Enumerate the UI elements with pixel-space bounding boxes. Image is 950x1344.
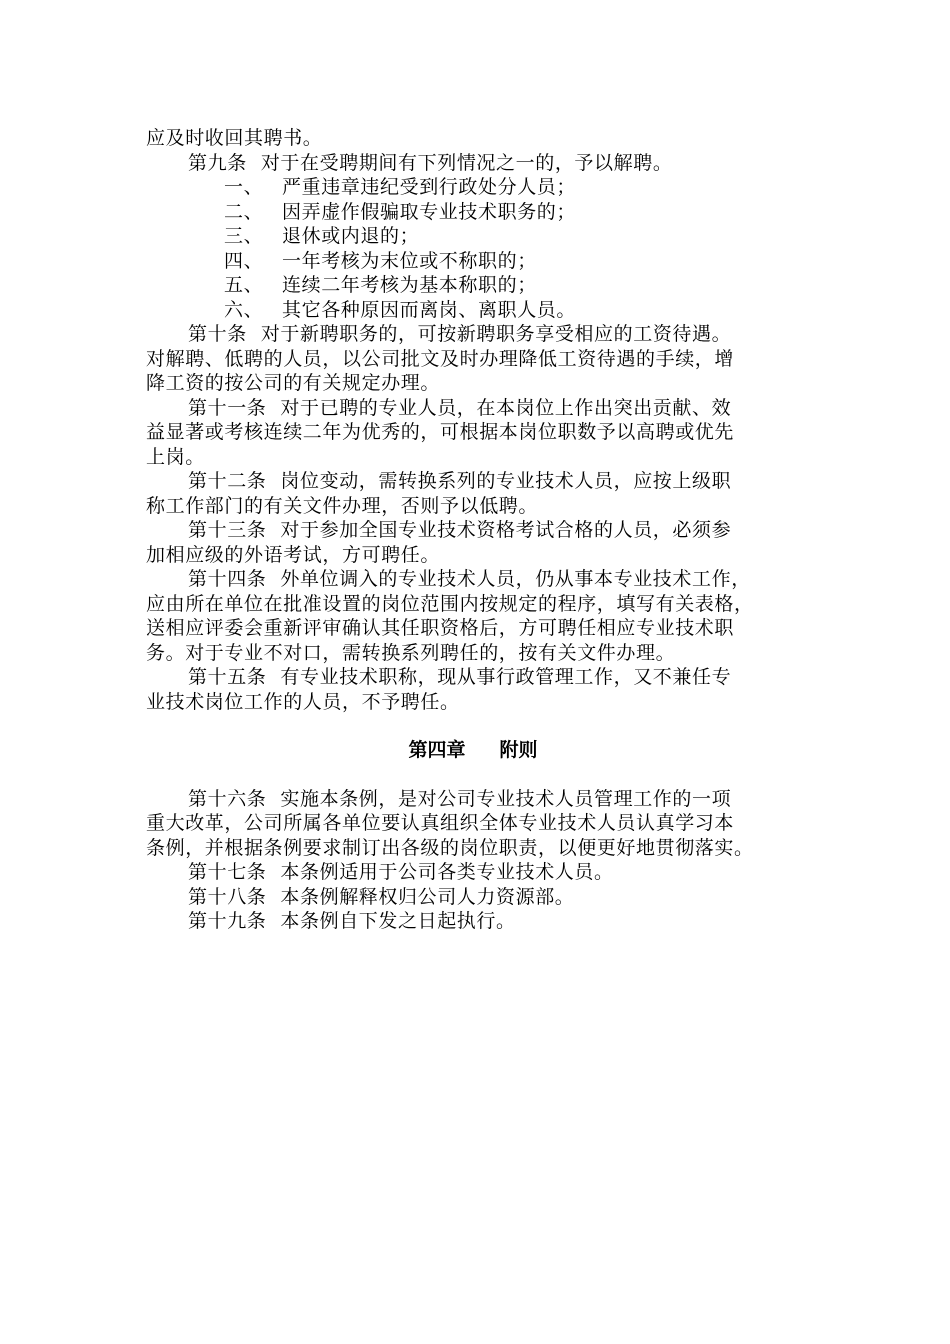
article-11-label: 第十一条: [188, 396, 267, 419]
list-item-number: 六、: [224, 298, 264, 321]
article-11-line: 对于已聘的专业人员，在本岗位上作出突出贡献、效: [280, 396, 732, 419]
article-14-line: 应由所在单位在批准设置的岗位范围内按规定的程序，填写有关表格，: [146, 592, 754, 615]
article-16: [146, 787, 808, 812]
article-9-text: 对于在受聘期间有下列情况之一的，予以解聘。: [260, 151, 673, 174]
list-item-number: 四、: [224, 249, 264, 272]
article-19-text: 本条例自下发之日起执行。: [280, 910, 516, 932]
list-item-text: 其它各种原因而离岗、离职人员。: [282, 298, 577, 321]
article-10-line: 对解聘、低聘的人员，以公司批文及时办理降低工资待遇的手续，增: [146, 347, 735, 370]
article-15: [146, 665, 808, 690]
list-item: [146, 224, 808, 249]
article-14-line: 外单位调入的专业技术人员，仍从事本专业技术工作，: [280, 568, 751, 590]
article-10-line: 对于新聘职务的，可按新聘职务享受相应的工资待遇。: [260, 323, 732, 345]
article-15-line: 有专业技术职称，现从事行政管理工作，又不兼任专: [280, 666, 732, 688]
article-14-label: 第十四条: [188, 568, 267, 590]
list-item-number: 二、: [224, 200, 264, 223]
article-13-line: 加相应级的外语考试，方可聘任。: [146, 543, 441, 566]
article-14: [146, 567, 808, 592]
intro-tail: 应及时收回其聘书。: [146, 127, 323, 149]
article-16-label: 第十六条: [188, 787, 267, 810]
list-item-text: 退休或内退的；: [282, 225, 420, 247]
article-10: [146, 322, 808, 347]
list-item: [146, 273, 808, 298]
chapter-number: 第四章: [408, 739, 466, 761]
article-11-line: 上岗。: [146, 445, 205, 468]
article-15-label: 第十五条: [188, 666, 267, 688]
list-item-number: 三、: [224, 225, 264, 247]
list-item-text: 连续二年考核为基本称职的；: [282, 274, 537, 296]
list-item-number: 五、: [224, 274, 264, 296]
article-11: [146, 396, 808, 421]
article-10-label: 第十条: [188, 323, 247, 345]
article-15-line: 业技术岗位工作的人员，不予聘任。: [146, 690, 460, 713]
article-12-label: 第十二条: [188, 470, 267, 492]
chapter-heading: [146, 738, 808, 763]
article-12-line: 岗位变动，需转换系列的专业技术人员，应按上级职: [280, 470, 732, 492]
list-item: [146, 298, 808, 323]
article-19: [146, 909, 808, 934]
article-14-line: 务。对于专业不对口，需转换系列聘任的，按有关文件办理。: [146, 641, 676, 664]
article-17: [146, 860, 808, 885]
article-18: [146, 885, 808, 910]
article-19-label: 第十九条: [188, 910, 267, 932]
article-18-label: 第十八条: [188, 885, 267, 908]
list-item: [146, 200, 808, 225]
article-10-line: 降工资的按公司的有关规定办理。: [146, 372, 441, 394]
article-16-line: 条例，并根据条例要求制订出各级的岗位职责，以便更好地贯彻落实。: [146, 836, 754, 859]
article-13-line: 对于参加全国专业技术资格考试合格的人员，必须参: [280, 519, 732, 541]
article-14-line: 送相应评委会重新评审确认其任职资格后，方可聘任相应专业技术职: [146, 617, 735, 639]
list-item-text: 严重违章违纪受到行政处分人员；: [282, 176, 577, 198]
list-item: [146, 175, 808, 200]
article-13-label: 第十三条: [188, 519, 267, 541]
article-16-line: 重大改革，公司所属各单位要认真组织全体专业技术人员认真学习本: [146, 812, 735, 834]
chapter-title: 附则: [499, 739, 538, 761]
article-13: [146, 518, 808, 543]
article-16-line: 实施本条例，是对公司专业技术人员管理工作的一项: [280, 787, 732, 810]
article-9-label: 第九条: [188, 151, 247, 174]
article-12-line: 称工作部门的有关文件办理，否则予以低聘。: [146, 494, 539, 517]
list-item-text: 因弄虚作假骗取专业技术职务的；: [282, 200, 577, 223]
article-11-line: 益显著或考核连续二年为优秀的，可根据本岗位职数予以高聘或优先: [146, 421, 735, 443]
article-18-text: 本条例解释权归公司人力资源部。: [280, 885, 575, 908]
list-item-number: 一、: [224, 176, 264, 198]
document-page: [146, 126, 808, 934]
list-item: [146, 249, 808, 274]
article-17-text: 本条例适用于公司各类专业技术人员。: [280, 861, 614, 883]
article-17-label: 第十七条: [188, 861, 267, 883]
article-12: [146, 469, 808, 494]
list-item-text: 一年考核为末位或不称职的；: [282, 249, 537, 272]
article-9: [146, 151, 808, 176]
